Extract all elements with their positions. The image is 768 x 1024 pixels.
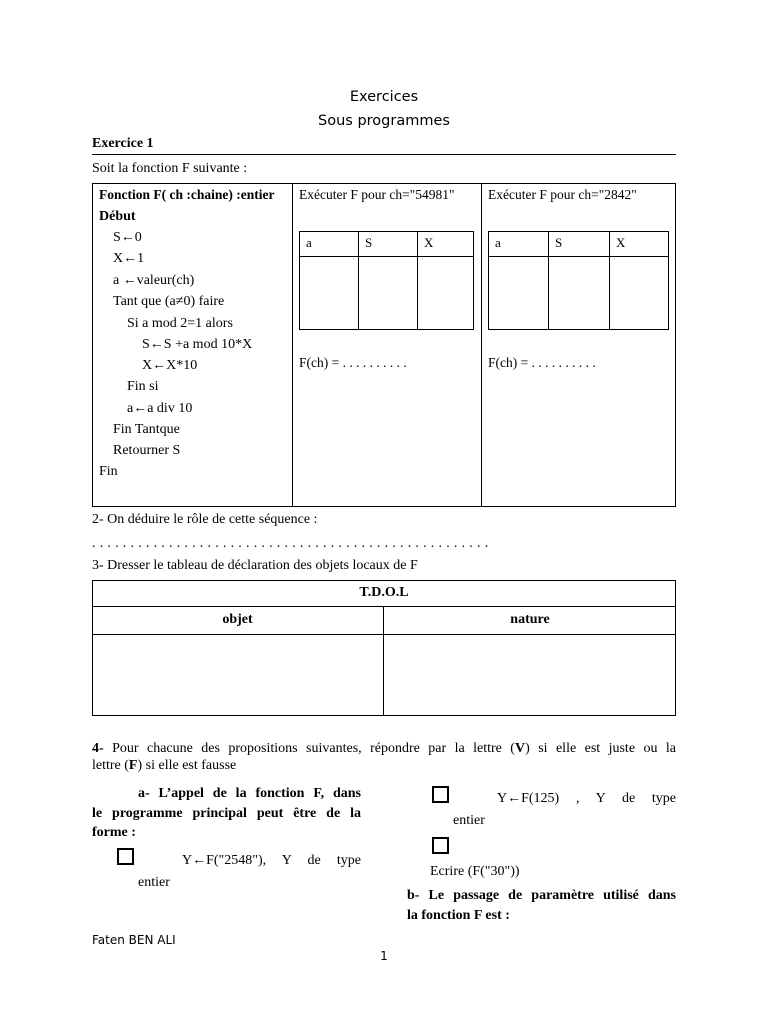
question-4-text: ) si elle est fausse bbox=[137, 758, 237, 773]
algo-line: X←X*10 bbox=[142, 358, 198, 373]
tdol-rule-1 bbox=[92, 606, 676, 607]
question-4-text: Pour chacune des propositions suivantes, répondre par la lettre ( bbox=[103, 741, 515, 756]
option-1-cont: entier bbox=[138, 875, 170, 890]
exec2-label: Exécuter F pour ch="2842" bbox=[488, 187, 637, 202]
part-b-line: la fonction F est : bbox=[407, 908, 510, 923]
question-2: 2- On déduire le rôle de cette séquence : bbox=[92, 512, 318, 527]
option-2-cont: entier bbox=[453, 813, 485, 828]
trace-cell[interactable] bbox=[489, 257, 549, 330]
algo-line: Fin si bbox=[127, 379, 159, 394]
algo-line: Tant que (a≠0) faire bbox=[113, 294, 225, 309]
exercise-intro: Soit la fonction F suivante : bbox=[92, 161, 248, 176]
tdol-title: T.D.O.L bbox=[359, 585, 409, 600]
part-b-line: b- Le passage de paramètre utilisé dans bbox=[407, 888, 676, 903]
question-4-text: lettre ( bbox=[92, 758, 129, 773]
exec1-trace-table bbox=[299, 231, 474, 330]
question-3: 3- Dresser le tableau de déclaration des objets locaux de F bbox=[92, 558, 418, 573]
letter-f: F bbox=[128, 758, 138, 773]
algo-begin: Début bbox=[99, 209, 136, 224]
trace-col-a: a bbox=[300, 232, 359, 257]
part-b bbox=[407, 886, 676, 926]
exec1-label: Exécuter F pour ch="54981" bbox=[299, 187, 455, 202]
page-subtitle: Sous programmes bbox=[318, 113, 450, 129]
question-4-number: 4- bbox=[92, 741, 104, 756]
footer-author: Faten BEN ALI bbox=[92, 933, 176, 947]
page-number: 1 bbox=[380, 949, 388, 963]
algo-line: Si a mod 2=1 alors bbox=[127, 316, 233, 331]
option-2-text: Y←F(125) , Y de type bbox=[497, 791, 676, 806]
part-a-line: forme : bbox=[92, 825, 136, 840]
option-3-checkbox[interactable] bbox=[432, 837, 449, 854]
algorithm-table-divider-2 bbox=[481, 183, 482, 507]
exec2-trace-table bbox=[488, 231, 669, 330]
question-4 bbox=[92, 741, 676, 774]
algo-line: S←0 bbox=[113, 230, 142, 245]
algo-line: X←1 bbox=[113, 251, 145, 266]
option-1-checkbox[interactable] bbox=[117, 848, 134, 865]
heading-rule bbox=[92, 154, 676, 155]
page-title: Exercices bbox=[349, 89, 419, 105]
question-4-line-2 bbox=[92, 758, 676, 774]
algo-end: Fin bbox=[99, 464, 118, 479]
trace-col-x: X bbox=[610, 232, 669, 257]
algo-line: a ←valeur(ch) bbox=[113, 273, 195, 288]
trace-cell[interactable] bbox=[359, 257, 418, 330]
trace-col-x: X bbox=[418, 232, 474, 257]
exercise-heading: Exercice 1 bbox=[92, 136, 154, 151]
trace-cell[interactable] bbox=[300, 257, 359, 330]
option-1-text: Y←F("2548"), Y de type bbox=[182, 853, 361, 868]
option-3-text: Ecrire (F("30")) bbox=[430, 864, 520, 879]
part-a-line: le programme principal peut être de la bbox=[92, 805, 361, 821]
question-4-line-1 bbox=[92, 741, 676, 757]
algo-line: Retourner S bbox=[113, 443, 181, 458]
trace-cell[interactable] bbox=[549, 257, 610, 330]
trace-cell[interactable] bbox=[610, 257, 669, 330]
trace-cell[interactable] bbox=[418, 257, 474, 330]
option-2-checkbox[interactable] bbox=[432, 786, 449, 803]
answer-dots[interactable]: . . . . . . . . . . . . . . . . . . . . . . . . . . . . . . . . . . . . . . . . . . . . . . . . . . . . bbox=[92, 536, 489, 551]
part-a bbox=[92, 784, 361, 843]
algorithm-table-divider-1 bbox=[292, 183, 293, 507]
trace-col-s: S bbox=[549, 232, 610, 257]
algo-header: Fonction F( ch :chaine) :entier bbox=[99, 187, 275, 202]
question-4-text: ) si elle est juste ou la bbox=[525, 741, 676, 756]
exec2-result: F(ch) = . . . . . . . . . . bbox=[488, 355, 596, 370]
tdol-col-objet: objet bbox=[222, 612, 253, 627]
part-a-line: a- L’appel de la fonction F, dans bbox=[138, 786, 361, 801]
algo-line: a←a div 10 bbox=[127, 401, 193, 416]
algo-line: Fin Tantque bbox=[113, 422, 180, 437]
tdol-col-nature: nature bbox=[510, 612, 550, 627]
trace-col-a: a bbox=[489, 232, 549, 257]
exec1-result: F(ch) = . . . . . . . . . . bbox=[299, 355, 407, 370]
letter-v: V bbox=[514, 741, 526, 756]
tdol-nature-cell[interactable] bbox=[384, 635, 675, 715]
tdol-objet-cell[interactable] bbox=[93, 635, 383, 715]
algo-line: S←S +a mod 10*X bbox=[142, 337, 253, 352]
trace-col-s: S bbox=[359, 232, 418, 257]
